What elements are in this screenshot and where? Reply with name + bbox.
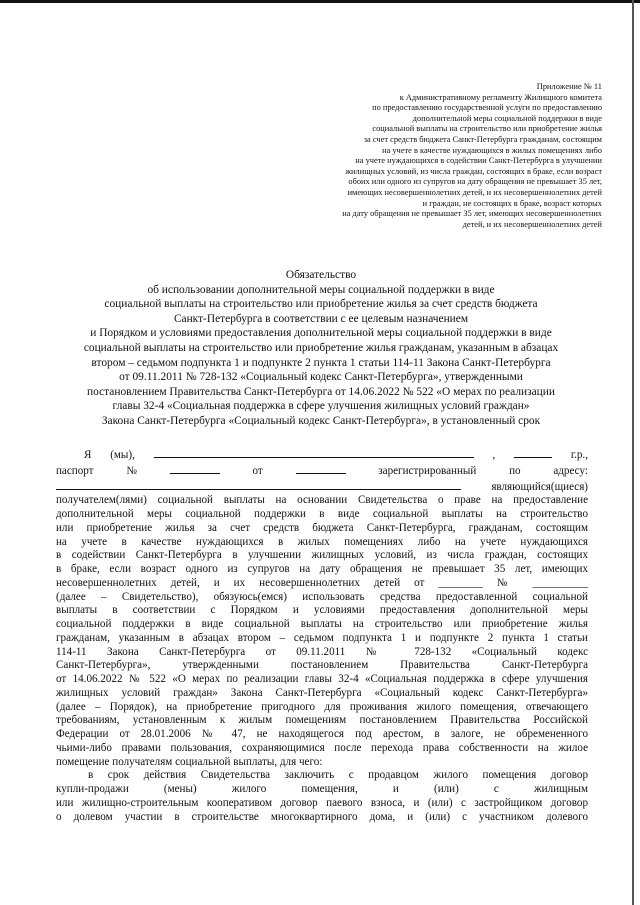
appendix-header [182,82,602,230]
body-line: Санкт-Петербурга», утвержденными постановлением Правительства Санкт-Петербурга [56,659,588,672]
body-line: (далее – Порядок), на приобретение пригодного для проживания жилого помещения, отвечающего [56,700,588,713]
form-word-number: № [126,464,137,477]
body-line: требованиям, установленным к жилым помещениям постановлением Правительства Российской [56,714,588,727]
body-line: в браке, если возраст одного из супругов на дату обращения не превышает 35 лет, имеющих [56,563,588,575]
form-word-at: по [509,464,521,477]
form-row-address [56,479,588,495]
body-line: в срок действия Свидетельства заключить с продавцом жилого помещения договор [88,769,588,782]
appendix-line: на учете нуждающихся в содействии Санкт-Петербурга в улучшении [355,156,602,166]
body-line: о долевом участии в строительстве многоквартирного дома, и (или) с участником долевого [56,810,588,823]
body-line: выплаты в соответствии с Порядком и условиями предоставления дополнительной меры [56,604,588,617]
body-line: или приобретение жилья за счет средств бюджета Санкт-Петербурга, гражданам, состоящим [56,521,588,534]
body-line: или жилищно-строительным кооперативом договор паевого взноса, и (или) с застройщиком договор [56,796,588,809]
title-line: постановлением Правительства Санкт-Петербурга от 14.06.2022 № 522 «О мерах по реализации [87,385,555,398]
body-line: жилищных условий граждан» Закона Санкт-Петербурга «Социальный кодекс Санкт-Петербурга» [56,686,588,699]
passport-date-blank[interactable] [296,463,346,474]
appendix-line: обоих или одного из супругов на дату обращения не превышает 35 лет, [348,177,602,187]
title-line: социальной выплаты на строительство или приобретение жилья гражданам, указанным в абзацах [83,341,559,354]
appendix-line: на дату обращения не превышает 35 лет, имеющих несовершеннолетних [342,209,602,219]
body-line: гражданам, указанным в абзацах втором – седьмом подпункта 1 и подпункте 2 пункта 1 статьи [56,631,588,644]
address-blank[interactable] [56,479,461,490]
body-line: (далее – Свидетельство), обязуюсь(емся) использовать средства предоставленной социальной [56,590,588,603]
appendix-line: Приложение № 11 [536,82,602,91]
document-heading: Обязательство [285,269,357,281]
passport-number-blank[interactable] [170,463,220,474]
appendix-line: по предоставлению государственной услуги по предоставлению [372,103,602,113]
form-row-name: Я (мы), , г.р., [56,447,588,463]
form-word-my: (мы), [110,449,135,461]
form-word-year: г.р., [570,449,588,461]
form-word-being: являющийся(щиеся) [491,480,588,493]
title-line: втором – седьмом подпункта 1 и подпункте 2 пункта 1 статьи 114-11 Закона Санкт-Петербурга [91,356,551,369]
form-row-passport [56,463,588,479]
name-blank[interactable] [154,447,474,458]
scan-border-right [632,0,634,905]
body-line: несовершеннолетних детей, и их несовершеннолетних детей от ________ № __________ [56,576,588,589]
birth-year-blank[interactable] [514,447,552,458]
appendix-line: на учете в качестве нуждающихся в жилых помещениях либо [382,145,602,155]
body-line: Федерации от 28.01.2006 № 47, не находящегося под арестом, в залоге, не обремененного [56,728,588,740]
document-body [56,447,588,824]
appendix-line: за счет средств бюджета Санкт-Петербурга гражданам, состоящим [363,134,602,144]
title-line: Санкт-Петербурга в соответствии с ее целевым назначением [173,312,469,325]
form-word-registered: зарегистрированный [378,464,477,477]
form-word-passport: паспорт [56,464,94,477]
body-line: помещение получателям социальной выплаты, для чего: [56,755,323,768]
body-line: дополнительной меры социальной поддержки в виде социальной выплаты на строительство [56,508,588,520]
appendix-line: к Административному регламенту Жилищного комитета [399,92,602,102]
title-line: социальной выплаты на строительство или приобретение жилья за счет средств бюджета [104,298,538,311]
body-line: на учете в качестве нуждающихся в жилых помещениях либо на учете нуждающихся [56,535,588,548]
body-line: от 14.06.2022 № 522 «О мерах по реализации главы 32-4 «Социальная поддержка в сфере улучшения [56,673,588,685]
scan-border-top [0,0,640,3]
appendix-line: имеющих несовершеннолетних детей, и их несовершеннолетних детей [347,187,602,197]
body-line: 114-11 Закона Санкт-Петербурга от 09.11.2011 № 728-132 «Социальный кодекс [56,645,588,658]
appendix-line: жилищных условий, из числа граждан, состоящих в браке, если возраст [345,166,602,176]
title-line: от 09.11.2011 № 728-132 «Социальный кодекс Санкт-Петербурга», утвержденными [119,371,523,384]
form-word-ya: Я [84,449,92,461]
form-word-address: адресу: [553,464,588,477]
body-line: получателем(лями) социальной выплаты на основании Свидетельства о праве на предоставление [56,494,588,507]
title-line: главы 32-4 «Социальная поддержка в сфере улучшения жилищных условий граждан» [112,400,530,413]
body-line: купли-продажи (мены) жилого помещения, и (или) с жилищным [56,783,588,795]
body-line: в содействии Санкт-Петербурга в улучшении жилищных условий, из числа граждан, состоящих [56,549,588,562]
appendix-line: социальной выплаты на строительство или приобретение жилья [372,124,602,134]
appendix-line: дополнительной меры социальной поддержки в виде [412,113,602,123]
title-line: Закона Санкт-Петербурга «Социальный кодекс Санкт-Петербурга», в установленный срок [101,414,541,427]
form-word-from: от [252,464,263,477]
title-line: и Порядком и условиями предоставления дополнительной меры социальной поддержки в виде [90,327,552,340]
body-line: социальной поддержки в виде социальной выплаты на строительство или приобретение жилья [56,618,588,630]
title-line: об использовании дополнительной меры социальной поддержки в виде [147,283,495,296]
document-title-block [36,268,606,429]
appendix-line: детей, и их несовершеннолетних детей [462,219,602,229]
body-line: чьими-либо правами пользования, сохраняющимися после перехода права собственности на жилое [56,741,588,754]
appendix-line: и граждан, не состоящих в браке, возраст которых [422,198,602,208]
